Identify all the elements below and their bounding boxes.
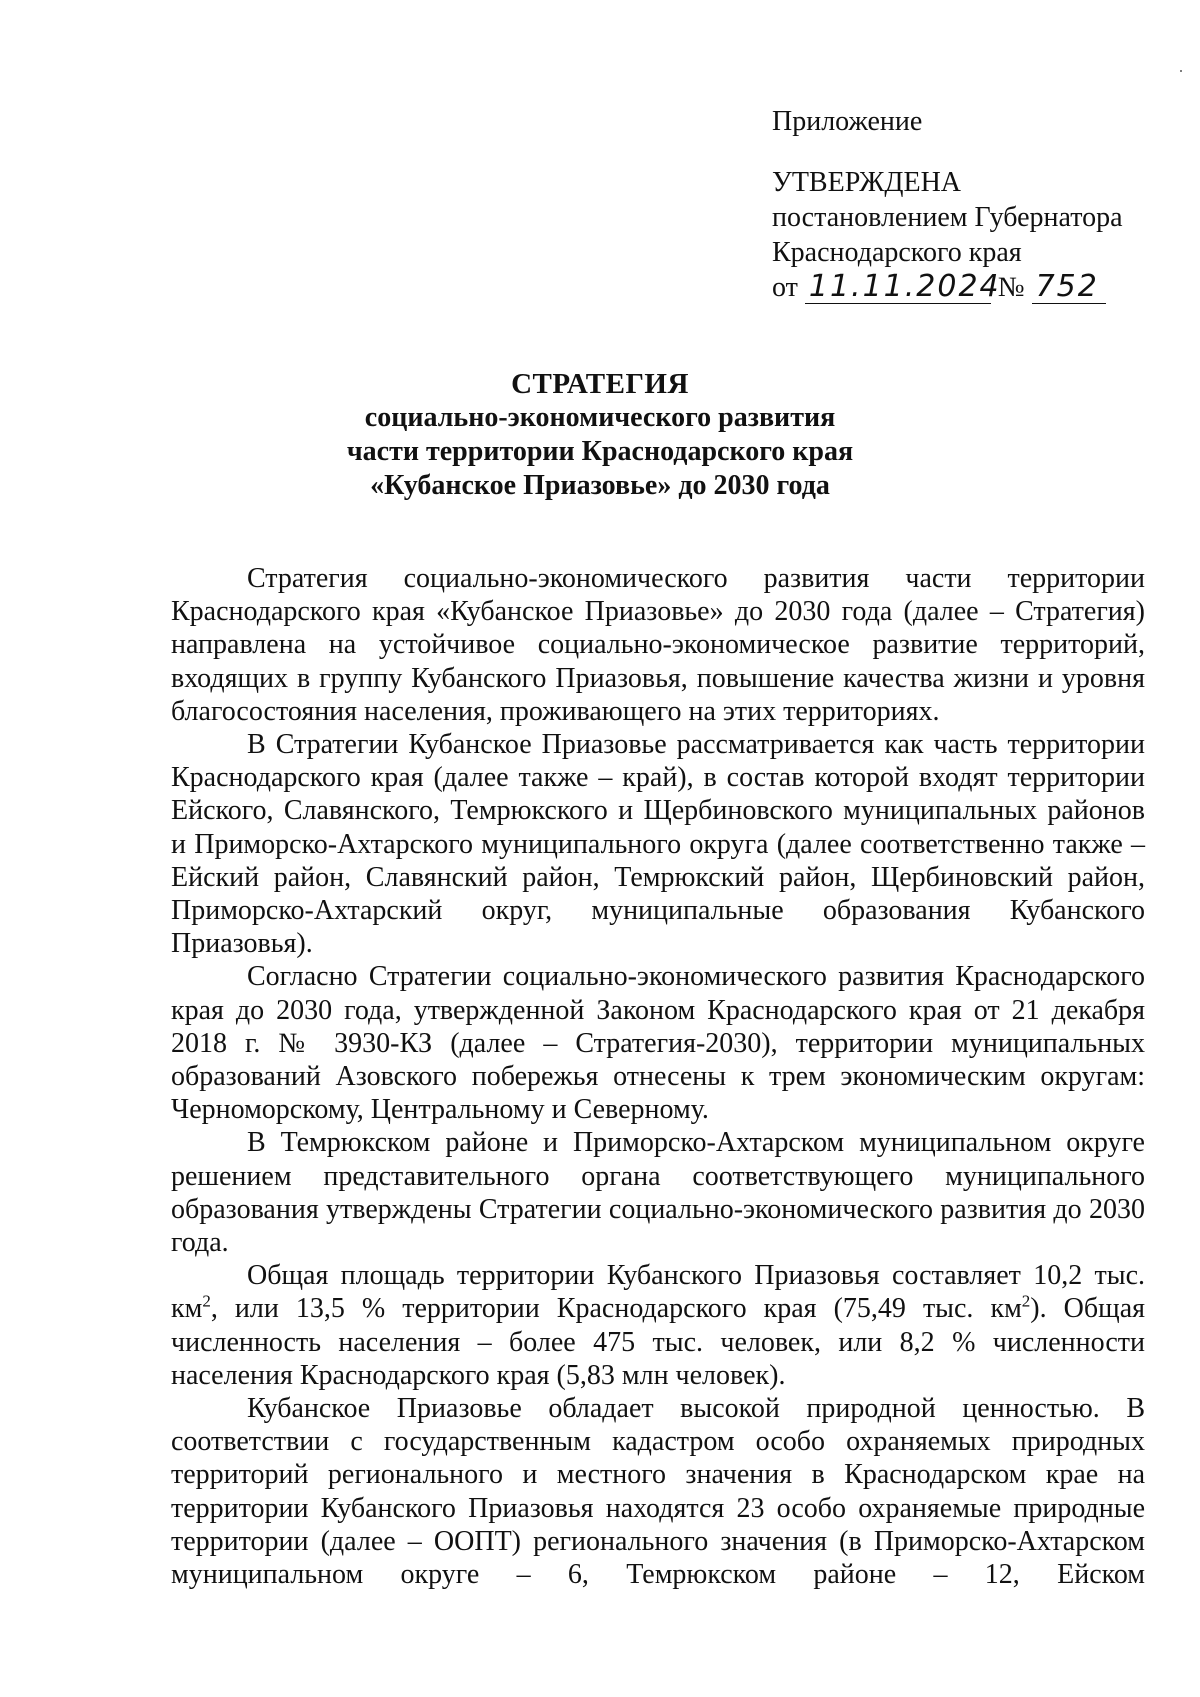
approval-block bbox=[772, 104, 1172, 305]
paragraph-6: Кубанское Приазовье обладает высокой природной ценностью. В соответствии с государственным кадастром особо охраняемых природных территорий регионального и местного значения в Краснодарском крае на территории Кубанского Приазовья находятся 23 особо охраняемые природные территории (далее – ООПТ) регионального значения (в Приморско-Ахтарском муниципальном округе – 6, Темрюкском районе – 12, Ейском bbox=[171, 1393, 1145, 1591]
paragraph-5-part-b: , или 13,5 % территории Краснодарского края (75,49 тыс. км bbox=[210, 1293, 1022, 1325]
paragraph-5 bbox=[171, 1259, 1145, 1392]
superscript-1: 2 bbox=[202, 1292, 211, 1312]
handwritten-number: 752 bbox=[1032, 271, 1106, 304]
document-title bbox=[120, 367, 1080, 503]
superscript-2: 2 bbox=[1021, 1292, 1031, 1312]
paragraph-1: Стратегия социально-экономического развития части территории Краснодарского края «Кубанское Приазовье» до 2030 года (далее – Стратегия) направлена на устойчивое социально-экономическое развитие территорий, входящих в группу Кубанского Приазовья, повышение качества жизни и уровня благосостояния населения, проживающего на этих территориях. bbox=[171, 563, 1145, 727]
approved-by-line1: постановлением Губернатора bbox=[772, 202, 1123, 233]
approved-label: УТВЕРЖДЕНА bbox=[772, 167, 962, 198]
title-main: СТРАТЕГИЯ bbox=[511, 368, 689, 400]
paragraph-2: В Стратегии Кубанское Приазовье рассматривается как часть территории Краснодарского края (далее также – край), в состав которой входят территории Ейского, Славянского, Темрюкского и Щербиновского муниципальных районов и Приморско-Ахтарского муниципального округа (далее соответственно также – Ейский район, Славянский район, Темрюкский район, Щербиновский район, Приморско-Ахтарский округ, муниципальные образования Кубанского Приазовья). bbox=[171, 729, 1145, 960]
title-line3: «Кубанское Приазовье» до 2030 года bbox=[370, 470, 830, 501]
handwritten-date: 11.11.2024 bbox=[805, 271, 991, 304]
approved-by-line2: Краснодарского края bbox=[772, 237, 1022, 268]
paragraph-5-part-c: ). Общая численность населения – более 475 тыс. человек, или 8,2 % численности населения Краснодарского края (5,83 млн человек). bbox=[171, 1293, 1145, 1391]
paragraph-3: Согласно Стратегии социально-экономического развития Краснодарского края до 2030 года, утвержденной Законом Краснодарского края от 21 декабря 2018 г. № 3930-КЗ (далее – Стратегия-2030), территории муниципальных образований Азовского побережья отнесены к трем экономическим округам: Черноморскому, Центральному и Северному. bbox=[171, 961, 1145, 1126]
title-line2: части территории Краснодарского края bbox=[346, 436, 854, 467]
attachment-label: Приложение bbox=[772, 106, 923, 137]
document-body bbox=[171, 562, 1145, 1591]
scan-artifact bbox=[1180, 70, 1182, 72]
date-prefix: от bbox=[772, 272, 798, 303]
number-prefix: № bbox=[997, 272, 1025, 303]
paragraph-5-part-a: Общая площадь территории Кубанского Приазовья составляет 10,2 тыс. км bbox=[171, 1260, 1145, 1325]
title-line1: социально-экономического развития bbox=[364, 402, 836, 433]
approval-date-line bbox=[772, 270, 1172, 305]
paragraph-4: В Темрюкском районе и Приморско-Ахтарском муниципальном округе решением представительного органа соответствующего муниципального образования утверждены Стратегии социально-экономического развития до 2030 года. bbox=[171, 1127, 1145, 1259]
